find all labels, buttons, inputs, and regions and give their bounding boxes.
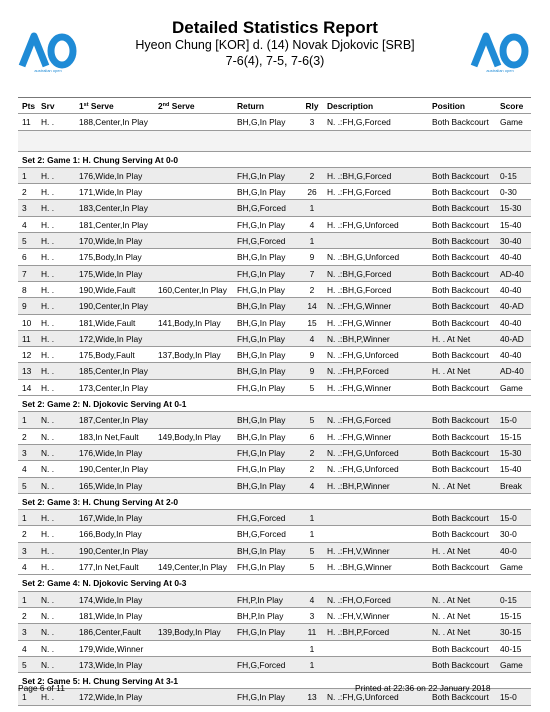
- header-score: Score: [500, 101, 524, 111]
- cell-pts: 4: [22, 464, 27, 475]
- cell-score: 40-40: [500, 350, 522, 361]
- cell-description: H. .:FH,G,Winner: [327, 317, 392, 328]
- cell-return: FH,G,In Play: [237, 627, 285, 638]
- cell-rally: 2: [309, 284, 315, 295]
- game-section-header: [18, 152, 531, 168]
- cell-description: N. .:FH,G,Winner: [327, 301, 392, 312]
- cell-first-serve: 167,Wide,In Play: [79, 513, 143, 524]
- cell-return: BH,G,Forced: [237, 203, 286, 214]
- cell-description: H. .:BH,G,Forced: [327, 170, 392, 181]
- cell-first-serve: 186,Center,Fault: [79, 627, 141, 638]
- page-number: Page 6 of 11: [18, 683, 65, 693]
- cell-rally: 11: [307, 627, 317, 638]
- table-row: [18, 298, 531, 314]
- cell-score: 40-40: [500, 317, 522, 328]
- cell-pts: 4: [22, 562, 27, 573]
- cell-rally: 2: [309, 464, 315, 475]
- cell-return: FH,G,Forced: [237, 236, 286, 247]
- cell-position: Both Backcourt: [432, 692, 489, 703]
- cell-first-serve: 179,Wide,Winner: [79, 643, 144, 654]
- cell-first-serve: 166,Body,In Play: [79, 529, 142, 540]
- cell-return: BH,G,In Play: [237, 350, 286, 361]
- cell-pts: 14: [22, 382, 32, 393]
- cell-second-serve: 160,Center,In Play: [158, 284, 227, 295]
- table-row: [18, 429, 531, 445]
- cell-score: 0-30: [500, 187, 517, 198]
- cell-pts: 13: [22, 366, 32, 377]
- cell-score: Break: [500, 480, 522, 491]
- cell-return: BH,G,In Play: [237, 117, 286, 128]
- cell-first-serve: 171,Wide,In Play: [79, 187, 143, 198]
- cell-pts: 2: [22, 431, 27, 442]
- cell-position: Both Backcourt: [432, 659, 489, 670]
- cell-rally: 4: [309, 480, 315, 491]
- table-row: [18, 233, 531, 249]
- cell-pts: 1: [22, 594, 27, 605]
- header-pts: Pts: [22, 101, 36, 111]
- table-row: [18, 347, 531, 363]
- cell-server: H. .: [41, 382, 55, 393]
- game-section-title: Set 2: Game 5: H. Chung Serving At 3-1: [22, 676, 179, 687]
- cell-description: N. .:BH,G,Forced: [327, 268, 392, 279]
- cell-first-serve: 170,Wide,In Play: [79, 236, 143, 247]
- cell-rally: 1: [309, 513, 315, 524]
- cell-score: 40-15: [500, 643, 522, 654]
- cell-pts: 3: [22, 447, 27, 458]
- logo-caption-right: australian open: [486, 68, 514, 73]
- table-row: [18, 624, 531, 640]
- cell-server: H. .: [41, 170, 55, 181]
- cell-position: Both Backcourt: [432, 252, 489, 263]
- cell-first-serve: 175,Body,Fault: [79, 350, 135, 361]
- cell-return: BH,G,In Play: [237, 317, 286, 328]
- cell-description: H. .:FH,G,Unforced: [327, 219, 399, 230]
- cell-server: H. .: [41, 236, 55, 247]
- cell-first-serve: 173,Wide,In Play: [79, 659, 143, 670]
- logo-caption-left: australian open: [34, 68, 62, 73]
- table-row: [18, 200, 531, 216]
- cell-return: FH,G,In Play: [237, 333, 285, 344]
- cell-server: H. .: [41, 562, 55, 573]
- cell-score: 15-40: [500, 464, 522, 475]
- cell-description: H. .:BH,G,Forced: [327, 284, 392, 295]
- cell-position: Both Backcourt: [432, 170, 489, 181]
- printed-timestamp: Printed at 22:36 on 22 January 2018: [355, 683, 491, 693]
- cell-position: Both Backcourt: [432, 284, 489, 295]
- cell-rally: 2: [309, 170, 315, 181]
- table-row: [18, 114, 531, 130]
- cell-second-serve: 137,Body,In Play: [158, 350, 221, 361]
- cell-rally: 5: [309, 562, 315, 573]
- cell-return: BH,G,In Play: [237, 187, 286, 198]
- cell-score: 30-0: [500, 529, 517, 540]
- cell-description: H. .:FH,G,Forced: [327, 187, 391, 198]
- cell-score: 15-15: [500, 431, 522, 442]
- table-body: [18, 114, 531, 705]
- cell-return: FH,G,In Play: [237, 382, 285, 393]
- cell-description: N. .:FH,P,Forced: [327, 366, 389, 377]
- cell-return: FH,G,In Play: [237, 219, 285, 230]
- cell-return: FH,P,In Play: [237, 594, 283, 605]
- table-row: [18, 478, 531, 494]
- cell-second-serve: 149,Center,In Play: [158, 562, 227, 573]
- table-row: [18, 217, 531, 233]
- cell-rally: 9: [309, 350, 315, 361]
- cell-position: Both Backcourt: [432, 415, 489, 426]
- cell-position: H. . At Net: [432, 366, 471, 377]
- cell-position: Both Backcourt: [432, 382, 489, 393]
- cell-rally: 6: [309, 431, 315, 442]
- header-first-serve: 1st Serve: [79, 101, 114, 111]
- cell-rally: 2: [309, 447, 315, 458]
- cell-position: Both Backcourt: [432, 562, 489, 573]
- cell-first-serve: 174,Wide,In Play: [79, 594, 143, 605]
- match-players: Hyeon Chung [KOR] d. (14) Novak Djokovic [SRB]: [135, 38, 415, 52]
- cell-score: 40-0: [500, 545, 517, 556]
- cell-rally: 4: [309, 594, 315, 605]
- cell-description: H. .:FH,G,Winner: [327, 431, 392, 442]
- cell-server: H. .: [41, 350, 55, 361]
- cell-description: H. .:BH,P,Forced: [327, 627, 390, 638]
- cell-return: FH,G,In Play: [237, 692, 285, 703]
- cell-score: 30-40: [500, 236, 522, 247]
- cell-pts: 1: [22, 170, 27, 181]
- cell-first-serve: 172,Wide,In Play: [79, 692, 143, 703]
- cell-pts: 10: [22, 317, 32, 328]
- cell-description: N. .:FH,O,Forced: [327, 594, 391, 605]
- cell-first-serve: 177,In Net,Fault: [79, 562, 139, 573]
- cell-first-serve: 181,Wide,In Play: [79, 610, 143, 621]
- cell-position: Both Backcourt: [432, 317, 489, 328]
- cell-return: BH,P,In Play: [237, 610, 284, 621]
- cell-pts: 2: [22, 529, 27, 540]
- cell-return: FH,G,Forced: [237, 513, 286, 524]
- cell-position: Both Backcourt: [432, 431, 489, 442]
- cell-rally: 1: [309, 643, 315, 654]
- cell-server: H. .: [41, 117, 55, 128]
- cell-server: N. .: [41, 643, 55, 654]
- cell-position: N. . At Net: [432, 480, 471, 491]
- game-section-header: [18, 575, 531, 591]
- cell-rally: 9: [309, 252, 315, 263]
- cell-first-serve: 185,Center,In Play: [79, 366, 148, 377]
- cell-rally: 3: [309, 117, 315, 128]
- cell-pts: 5: [22, 480, 27, 491]
- cell-pts: 9: [22, 301, 27, 312]
- cell-position: Both Backcourt: [432, 643, 489, 654]
- table-row: [18, 592, 531, 608]
- cell-position: N. . At Net: [432, 610, 471, 621]
- cell-rally: 13: [307, 692, 317, 703]
- cell-server: N. .: [41, 627, 55, 638]
- game-section-title: Set 2: Game 4: N. Djokovic Serving At 0-3: [22, 578, 187, 589]
- cell-pts: 8: [22, 284, 27, 295]
- cell-pts: 3: [22, 545, 27, 556]
- cell-return: BH,G,In Play: [237, 431, 286, 442]
- cell-score: 15-15: [500, 610, 522, 621]
- cell-position: N. . At Net: [432, 594, 471, 605]
- cell-rally: 5: [309, 382, 315, 393]
- table-row: [18, 266, 531, 282]
- cell-first-serve: 175,Wide,In Play: [79, 268, 143, 279]
- cell-first-serve: 190,Center,In Play: [79, 545, 148, 556]
- cell-return: BH,G,In Play: [237, 545, 286, 556]
- cell-first-serve: 183,In Net,Fault: [79, 431, 139, 442]
- cell-return: FH,G,In Play: [237, 562, 285, 573]
- game-section-header: [18, 494, 531, 510]
- cell-score: 40-40: [500, 252, 522, 263]
- cell-return: BH,G,Forced: [237, 529, 286, 540]
- cell-position: Both Backcourt: [432, 268, 489, 279]
- cell-position: Both Backcourt: [432, 529, 489, 540]
- cell-pts: 1: [22, 513, 27, 524]
- cell-first-serve: 187,Center,In Play: [79, 415, 148, 426]
- cell-score: 40-AD: [500, 301, 524, 312]
- cell-description: H. .:BH,G,Winner: [327, 562, 392, 573]
- cell-server: H. .: [41, 333, 55, 344]
- cell-position: Both Backcourt: [432, 513, 489, 524]
- cell-first-serve: 173,Center,In Play: [79, 382, 148, 393]
- header-description: Description: [327, 101, 374, 111]
- cell-first-serve: 175,Body,In Play: [79, 252, 142, 263]
- cell-first-serve: 190,Center,In Play: [79, 464, 148, 475]
- cell-description: N. .:BH,P,Winner: [327, 333, 390, 344]
- cell-pts: 2: [22, 610, 27, 621]
- cell-description: H. .:FH,G,Winner: [327, 382, 392, 393]
- cell-score: 15-40: [500, 219, 522, 230]
- cell-return: BH,G,In Play: [237, 415, 286, 426]
- statistics-table: [18, 97, 531, 706]
- cell-score: Game: [500, 117, 523, 128]
- cell-pts: 11: [22, 117, 31, 128]
- cell-pts: 3: [22, 627, 27, 638]
- cell-return: FH,G,In Play: [237, 170, 285, 181]
- header-rally: Rly: [305, 101, 319, 111]
- cell-pts: 2: [22, 187, 27, 198]
- table-row: [18, 657, 531, 673]
- cell-position: Both Backcourt: [432, 350, 489, 361]
- header-return: Return: [237, 101, 264, 111]
- cell-first-serve: 176,Wide,In Play: [79, 170, 143, 181]
- match-score: 7-6(4), 7-5, 7-6(3): [225, 54, 325, 68]
- table-row: [18, 184, 531, 200]
- cell-description: N. .:FH,G,Unforced: [327, 692, 399, 703]
- cell-rally: 1: [309, 203, 315, 214]
- header-srv: Srv: [41, 101, 55, 111]
- cell-first-serve: 190,Center,In Play: [79, 301, 148, 312]
- table-row: [18, 282, 531, 298]
- cell-pts: 1: [22, 415, 27, 426]
- cell-description: H. .:FH,V,Winner: [327, 545, 390, 556]
- table-row: [18, 461, 531, 477]
- cell-return: FH,G,In Play: [237, 464, 285, 475]
- cell-first-serve: 188,Center,In Play: [79, 117, 148, 128]
- table-row: [18, 249, 531, 265]
- cell-server: H. .: [41, 529, 55, 540]
- cell-server: H. .: [41, 317, 55, 328]
- cell-rally: 5: [309, 415, 315, 426]
- cell-position: Both Backcourt: [432, 236, 489, 247]
- cell-rally: 26: [307, 187, 317, 198]
- cell-score: 15-30: [500, 447, 522, 458]
- table-row: [18, 380, 531, 396]
- table-row: [18, 510, 531, 526]
- cell-rally: 4: [309, 333, 315, 344]
- cell-server: N. .: [41, 415, 55, 426]
- cell-first-serve: 165,Wide,In Play: [79, 480, 143, 491]
- cell-server: H. .: [41, 268, 55, 279]
- report-title: Detailed Statistics Report: [172, 18, 378, 37]
- cell-pts: 1: [22, 692, 27, 703]
- table-row: [18, 543, 531, 559]
- table-row: [18, 641, 531, 657]
- cell-rally: 14: [307, 301, 317, 312]
- cell-second-serve: 139,Body,In Play: [158, 627, 221, 638]
- cell-rally: 1: [309, 659, 315, 670]
- table-row: [18, 168, 531, 184]
- cell-server: N. .: [41, 480, 55, 491]
- table-spacer-row: [18, 131, 531, 152]
- cell-score: 40-40: [500, 284, 522, 295]
- cell-description: N. .:FH,G,Forced: [327, 117, 391, 128]
- cell-first-serve: 181,Center,In Play: [79, 219, 148, 230]
- cell-rally: 15: [307, 317, 317, 328]
- cell-pts: 4: [22, 643, 27, 654]
- table-row: [18, 331, 531, 347]
- table-row: [18, 445, 531, 461]
- cell-second-serve: 149,Body,In Play: [158, 431, 221, 442]
- cell-return: FH,G,In Play: [237, 284, 285, 295]
- cell-rally: 1: [309, 529, 315, 540]
- cell-rally: 5: [309, 545, 315, 556]
- cell-rally: 3: [309, 610, 315, 621]
- cell-server: H. .: [41, 513, 55, 524]
- cell-pts: 3: [22, 203, 27, 214]
- cell-score: AD-40: [500, 366, 524, 377]
- cell-server: N. .: [41, 464, 55, 475]
- cell-position: Both Backcourt: [432, 187, 489, 198]
- cell-rally: 9: [309, 366, 315, 377]
- cell-position: H. . At Net: [432, 333, 471, 344]
- cell-pts: 5: [22, 659, 27, 670]
- cell-description: N. .:FH,V,Winner: [327, 610, 390, 621]
- cell-rally: 1: [309, 236, 315, 247]
- cell-pts: 6: [22, 252, 27, 263]
- cell-pts: 12: [22, 350, 32, 361]
- cell-position: Both Backcourt: [432, 203, 489, 214]
- cell-server: N. .: [41, 431, 55, 442]
- header-position: Position: [432, 101, 466, 111]
- cell-return: BH,G,In Play: [237, 252, 286, 263]
- cell-score: Game: [500, 659, 523, 670]
- cell-score: 0-15: [500, 170, 517, 181]
- cell-return: BH,G,In Play: [237, 301, 286, 312]
- cell-rally: 7: [309, 268, 315, 279]
- cell-first-serve: 176,Wide,In Play: [79, 447, 143, 458]
- cell-first-serve: 181,Wide,Fault: [79, 317, 136, 328]
- cell-score: 15-0: [500, 415, 517, 426]
- game-section-title: Set 2: Game 3: H. Chung Serving At 2-0: [22, 496, 179, 507]
- cell-position: H. . At Net: [432, 545, 471, 556]
- cell-return: FH,G,In Play: [237, 268, 285, 279]
- cell-score: 15-30: [500, 203, 522, 214]
- cell-first-serve: 190,Wide,Fault: [79, 284, 136, 295]
- cell-score: Game: [500, 562, 523, 573]
- table-row: [18, 315, 531, 331]
- cell-first-serve: 183,Center,In Play: [79, 203, 148, 214]
- cell-description: N. .:FH,G,Forced: [327, 415, 391, 426]
- cell-description: N. .:FH,G,Unforced: [327, 447, 399, 458]
- cell-position: Both Backcourt: [432, 117, 489, 128]
- cell-return: BH,G,In Play: [237, 480, 286, 491]
- table-row: [18, 608, 531, 624]
- cell-pts: 5: [22, 236, 27, 247]
- cell-server: H. .: [41, 203, 55, 214]
- cell-return: FH,G,In Play: [237, 447, 285, 458]
- cell-server: H. .: [41, 284, 55, 295]
- cell-server: H. .: [41, 366, 55, 377]
- cell-pts: 11: [22, 333, 31, 344]
- cell-description: N. .:FH,G,Unforced: [327, 350, 399, 361]
- cell-pts: 4: [22, 219, 27, 230]
- table-row: [18, 559, 531, 575]
- cell-score: 30-15: [500, 627, 522, 638]
- cell-server: H. .: [41, 187, 55, 198]
- table-row: [18, 412, 531, 428]
- cell-server: H. .: [41, 252, 55, 263]
- cell-description: N. .:BH,G,Unforced: [327, 252, 400, 263]
- cell-server: H. .: [41, 301, 55, 312]
- cell-rally: 4: [309, 219, 315, 230]
- cell-score: 15-0: [500, 692, 517, 703]
- cell-pts: 7: [22, 268, 27, 279]
- cell-score: 40-AD: [500, 333, 524, 344]
- cell-server: N. .: [41, 610, 55, 621]
- cell-server: H. .: [41, 692, 55, 703]
- table-header: [18, 98, 531, 114]
- cell-server: N. .: [41, 659, 55, 670]
- cell-description: N. .:FH,G,Unforced: [327, 464, 399, 475]
- cell-first-serve: 172,Wide,In Play: [79, 333, 143, 344]
- table-row: [18, 526, 531, 542]
- cell-return: BH,G,In Play: [237, 366, 286, 377]
- header-second-serve: 2nd Serve: [158, 101, 195, 111]
- cell-second-serve: 141,Body,In Play: [158, 317, 221, 328]
- cell-server: N. .: [41, 447, 55, 458]
- game-section-header: [18, 396, 531, 412]
- cell-position: Both Backcourt: [432, 301, 489, 312]
- cell-position: N. . At Net: [432, 627, 471, 638]
- cell-position: Both Backcourt: [432, 464, 489, 475]
- cell-score: 0-15: [500, 594, 517, 605]
- game-section-title: Set 2: Game 2: N. Djokovic Serving At 0-1: [22, 399, 187, 410]
- cell-score: 15-0: [500, 513, 517, 524]
- game-section-title: Set 2: Game 1: H. Chung Serving At 0-0: [22, 154, 179, 165]
- cell-position: Both Backcourt: [432, 447, 489, 458]
- cell-server: H. .: [41, 545, 55, 556]
- cell-server: H. .: [41, 219, 55, 230]
- cell-score: AD-40: [500, 268, 524, 279]
- cell-score: Game: [500, 382, 523, 393]
- cell-position: Both Backcourt: [432, 219, 489, 230]
- cell-return: FH,G,Forced: [237, 659, 286, 670]
- cell-server: N. .: [41, 594, 55, 605]
- table-row: [18, 363, 531, 379]
- cell-description: H. .:BH,P,Winner: [327, 480, 390, 491]
